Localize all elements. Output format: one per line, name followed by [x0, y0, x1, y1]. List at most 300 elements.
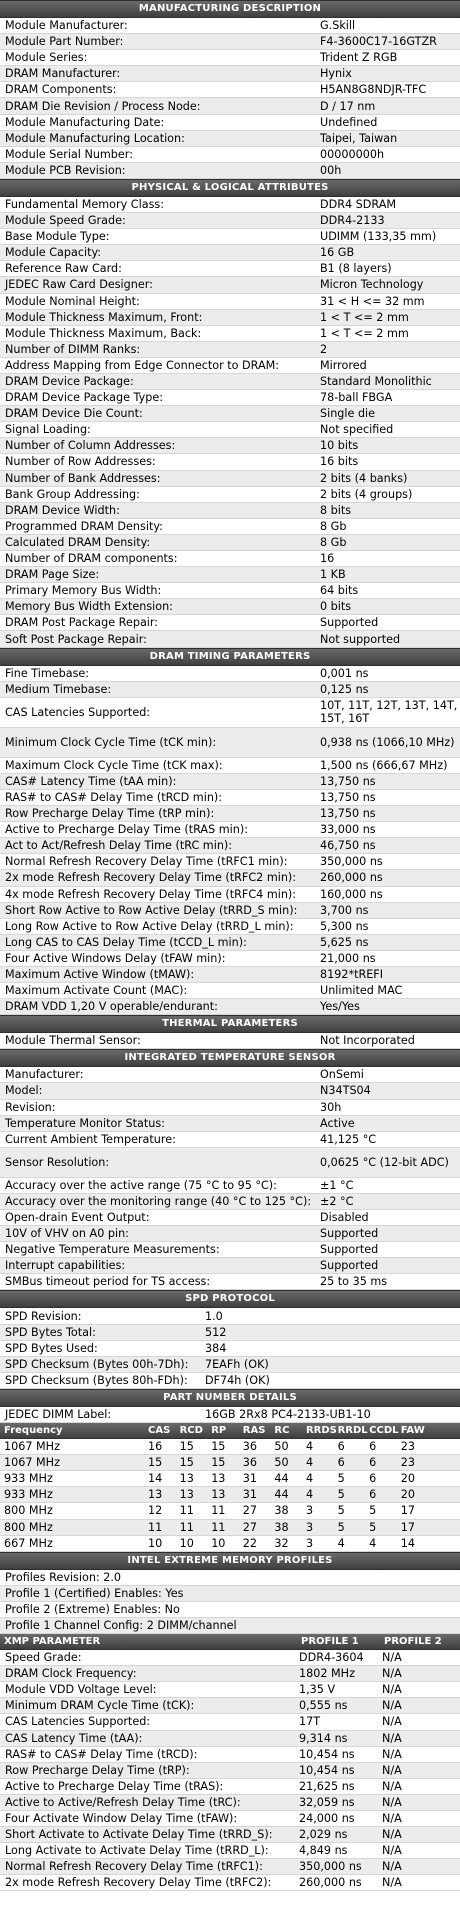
property-value: 350,000 ns	[320, 855, 383, 869]
table-cell: 12	[148, 1504, 163, 1518]
property-value: Supported	[320, 1259, 379, 1273]
property-row	[0, 229, 460, 245]
property-row	[0, 245, 460, 261]
column-header: CCDL	[369, 1425, 399, 1437]
column-header: RRDS	[305, 1425, 337, 1437]
table-cell: 27	[242, 1504, 258, 1518]
table-cell: 14	[400, 1536, 415, 1550]
xmp-row	[0, 1811, 460, 1827]
table-cell: 36	[242, 1456, 258, 1470]
xmp-parameter-label: Module VDD Voltage Level:	[5, 1683, 157, 1697]
table-cell: 5	[337, 1472, 345, 1486]
property-row	[0, 790, 460, 806]
property-label: DRAM Page Size:	[5, 568, 100, 582]
property-label: Four Active Windows Delay (tFAW min):	[5, 951, 226, 965]
property-row	[0, 1373, 460, 1389]
property-row	[0, 213, 460, 229]
column-header: RAS	[242, 1425, 266, 1437]
property-value: 0,001 ns	[320, 666, 369, 680]
table-cell: 11	[179, 1520, 194, 1534]
xmp-profile1-value: 32,059 ns	[299, 1795, 355, 1809]
property-value: 00h	[320, 163, 342, 177]
xmp-profile2-value: N/A	[382, 1699, 402, 1713]
property-value: 16	[320, 552, 335, 566]
property-label: Long CAS to CAS Delay Time (tCCD_L min):	[5, 935, 247, 949]
property-label: Temperature Monitor Status:	[5, 1116, 165, 1130]
property-value: Not specified	[320, 423, 394, 437]
table-cell: 6	[369, 1440, 377, 1454]
property-label: Revision:	[5, 1100, 56, 1114]
property-label: Accuracy over the monitoring range (40 °C to 125 °C):	[5, 1194, 312, 1208]
property-label: Soft Post Package Repair:	[5, 632, 147, 646]
property-label: DRAM Manufacturer:	[5, 67, 121, 81]
xmp-parameter-label: DRAM Clock Frequency:	[5, 1667, 137, 1681]
property-label: Fundamental Memory Class:	[5, 197, 164, 211]
xmp-row	[0, 1731, 460, 1747]
xmp-parameter-label: Active to Active/Refresh Delay Time (tRC):	[5, 1795, 241, 1809]
temp-sensor-section	[0, 1049, 460, 1290]
table-cell: 3	[305, 1536, 314, 1550]
property-value: 1 < T <= 2 mm	[320, 310, 409, 324]
property-value: 512	[205, 1325, 227, 1339]
table-cell: 44	[274, 1488, 289, 1502]
physical-logical-rows	[0, 197, 460, 648]
table-cell: 933 MHz	[4, 1472, 53, 1486]
property-label: RAS# to CAS# Delay Time (tRCD min):	[5, 790, 223, 804]
xmp-row	[0, 1859, 460, 1875]
property-row	[0, 310, 460, 326]
property-value: 384	[205, 1341, 227, 1355]
xmp-profile2-value: N/A	[382, 1715, 402, 1729]
property-value: 13,750 ns	[320, 790, 376, 804]
xmp-row	[0, 1795, 460, 1811]
property-row	[0, 115, 460, 131]
xmp-profile1-value: 17T	[299, 1715, 321, 1729]
table-cell: 32	[274, 1536, 289, 1550]
property-row	[0, 599, 460, 615]
table-cell: 38	[274, 1504, 289, 1518]
property-label: DRAM Post Package Repair:	[5, 616, 159, 630]
property-value: G.Skill	[320, 19, 356, 33]
property-value: 25 to 35 ms	[320, 1275, 388, 1289]
table-row	[0, 1471, 460, 1487]
property-value: D / 17 nm	[320, 99, 376, 113]
table-cell: 6	[369, 1456, 377, 1470]
property-label: Interrupt capabilities:	[5, 1259, 126, 1273]
property-value: 33,000 ns	[320, 823, 376, 837]
property-row	[0, 903, 460, 919]
property-row	[0, 34, 460, 50]
property-value: DDR4-2133	[320, 214, 385, 228]
property-row	[0, 1258, 460, 1274]
property-label: Module Thickness Maximum, Front:	[5, 310, 203, 324]
property-row	[0, 631, 460, 647]
xmp-row	[0, 1779, 460, 1795]
property-value: 16GB 2Rx8 PC4-2133-UB1-10	[205, 1407, 371, 1421]
property-label: Profile 1 (Certified) Enables: Yes	[5, 1586, 184, 1600]
table-cell: 6	[337, 1456, 345, 1470]
xmp-table-header	[0, 1634, 460, 1650]
property-label: 2x mode Refresh Recovery Delay Time (tRFC2 min):	[5, 871, 297, 885]
property-row	[0, 1148, 460, 1178]
xmp-profile2-value: N/A	[382, 1683, 402, 1697]
table-cell: 44	[274, 1472, 289, 1486]
xmp-profile1-value: 1,35 V	[299, 1683, 336, 1697]
property-row	[0, 1067, 460, 1083]
property-value: 7EAFh (OK)	[205, 1357, 269, 1371]
manufacturing-header: MANUFACTURING DESCRIPTION	[0, 0, 460, 18]
property-label: Number of DIMM Ranks:	[5, 342, 141, 356]
property-row	[0, 406, 460, 422]
frequency-table-header	[0, 1423, 460, 1439]
property-value: 8 Gb	[320, 535, 347, 549]
table-cell: 20	[400, 1472, 415, 1486]
timing-header: DRAM TIMING PARAMETERS	[0, 648, 460, 666]
table-row	[0, 1503, 460, 1519]
property-row	[0, 1178, 460, 1194]
property-row	[0, 854, 460, 870]
property-row	[0, 870, 460, 886]
property-row	[0, 1083, 460, 1099]
column-header: CAS	[148, 1425, 171, 1437]
table-cell: 11	[211, 1504, 226, 1518]
property-value: 2 bits (4 banks)	[320, 471, 408, 485]
property-row	[0, 615, 460, 631]
property-label: Reference Raw Card:	[5, 262, 122, 276]
property-label: Negative Temperature Measurements:	[5, 1243, 220, 1257]
table-cell: 23	[400, 1456, 415, 1470]
table-cell: 6	[337, 1440, 345, 1454]
property-value: OnSemi	[320, 1068, 364, 1082]
property-label: CAS Latencies Supported:	[5, 705, 151, 719]
property-row	[0, 454, 460, 470]
table-cell: 14	[148, 1472, 163, 1486]
property-row	[0, 503, 460, 519]
xmp-profile2-value: N/A	[382, 1763, 402, 1777]
property-row	[0, 326, 460, 342]
property-value: 0,938 ns (1066,10 MHz)	[320, 735, 455, 749]
table-cell: 15	[179, 1456, 194, 1470]
column-header: RP	[211, 1425, 227, 1437]
xmp-row	[0, 1843, 460, 1859]
property-value: Hynix	[320, 67, 352, 81]
property-row	[0, 1274, 460, 1290]
xmp-parameter-label: Row Precharge Delay Time (tRP):	[5, 1763, 190, 1777]
property-value: Supported	[320, 616, 379, 630]
property-value: ±2 °C	[320, 1194, 354, 1208]
xmp-profile1-value: 21,625 ns	[299, 1779, 355, 1793]
xmp-profile1-value: 24,000 ns	[299, 1812, 355, 1826]
property-row	[0, 935, 460, 951]
property-label: Long Row Active to Row Active Delay (tRRD_L min):	[5, 919, 294, 933]
property-label: JEDEC DIMM Label:	[5, 1407, 112, 1421]
property-label: Number of Bank Addresses:	[5, 471, 161, 485]
property-row	[0, 666, 460, 682]
property-row	[0, 1033, 460, 1049]
property-value: 10 bits	[320, 439, 359, 453]
property-row	[0, 822, 460, 838]
table-cell: 800 MHz	[4, 1520, 53, 1534]
property-label: Minimum Clock Cycle Time (tCK min):	[5, 735, 217, 749]
property-label: Module Manufacturing Location:	[5, 131, 185, 145]
xmp-row	[0, 1666, 460, 1682]
column-header: Frequency	[4, 1425, 63, 1437]
property-label: Module PCB Revision:	[5, 163, 126, 177]
table-cell: 1067 MHz	[4, 1440, 60, 1454]
property-row	[0, 342, 460, 358]
property-row	[0, 919, 460, 935]
xmp-profile1-value: 9,314 ns	[299, 1731, 348, 1745]
column-header: PROFILE 2	[384, 1636, 442, 1648]
part-number-header: PART NUMBER DETAILS	[0, 1389, 460, 1407]
xmp-row	[0, 1875, 460, 1891]
property-row	[0, 1602, 460, 1618]
property-row	[0, 806, 460, 822]
property-value: 5,625 ns	[320, 935, 369, 949]
property-label: Maximum Active Window (tMAW):	[5, 968, 195, 982]
xmp-parameter-label: CAS Latency Time (tAA):	[5, 1731, 143, 1745]
table-cell: 15	[148, 1456, 163, 1470]
xmp-profile2-value: N/A	[382, 1828, 402, 1842]
xmp-profile1-value: 0,555 ns	[299, 1699, 348, 1713]
property-row	[0, 1132, 460, 1148]
property-value: 8 Gb	[320, 519, 347, 533]
property-label: SPD Revision:	[5, 1309, 82, 1323]
property-row	[0, 277, 460, 293]
property-value: Not supported	[320, 632, 401, 646]
property-label: Programmed DRAM Density:	[5, 519, 163, 533]
property-value: Unlimited MAC	[320, 984, 403, 998]
property-row	[0, 197, 460, 213]
property-label: DRAM VDD 1,20 V operable/endurant:	[5, 1000, 218, 1014]
property-value: Trident Z RGB	[320, 51, 398, 65]
property-label: Sensor Resolution:	[5, 1155, 110, 1169]
table-cell: 5	[337, 1488, 345, 1502]
property-label: Module Capacity:	[5, 246, 102, 260]
xmp-profile2-value: N/A	[382, 1651, 402, 1665]
property-value: 0,0625 °C (12-bit ADC)	[320, 1155, 449, 1169]
property-label: Number of Row Addresses:	[5, 455, 156, 469]
table-cell: 4	[305, 1440, 314, 1454]
xmp-profile2-value: N/A	[382, 1779, 402, 1793]
property-row	[0, 131, 460, 147]
xmp-profile1-value: 10,454 ns	[299, 1747, 355, 1761]
property-row	[0, 66, 460, 82]
table-cell: 800 MHz	[4, 1504, 53, 1518]
property-row	[0, 698, 460, 728]
property-label: Accuracy over the active range (75 °C to 95 °C):	[5, 1178, 277, 1192]
table-cell: 10	[179, 1536, 194, 1550]
property-value: DF74h (OK)	[205, 1373, 270, 1387]
table-cell: 933 MHz	[4, 1488, 53, 1502]
table-cell: 17	[400, 1504, 415, 1518]
property-label: Maximum Activate Count (MAC):	[5, 984, 188, 998]
table-row	[0, 1455, 460, 1471]
property-value: Supported	[320, 1227, 379, 1241]
property-value: 1 < T <= 2 mm	[320, 326, 409, 340]
xmp-parameter-label: Speed Grade:	[5, 1651, 82, 1665]
xmp-profile1-value: 260,000 ns	[299, 1876, 362, 1890]
property-value: Micron Technology	[320, 278, 424, 292]
table-row	[0, 1439, 460, 1455]
xmp-profile1-value: 4,849 ns	[299, 1844, 348, 1858]
property-label: Module Series:	[5, 51, 88, 65]
property-value: 5,300 ns	[320, 919, 369, 933]
column-header: RRDL	[337, 1425, 368, 1437]
property-value: 16 GB	[320, 246, 355, 260]
temp-sensor-rows	[0, 1067, 460, 1290]
property-value: 1 KB	[320, 568, 346, 582]
xmp-profile2-value: N/A	[382, 1860, 402, 1874]
xmp-parameter-label: Short Activate to Activate Delay Time (tRRD_S):	[5, 1828, 273, 1842]
thermal-header: THERMAL PARAMETERS	[0, 1015, 460, 1033]
property-label: Manufacturer:	[5, 1068, 84, 1082]
spd-protocol-header: SPD PROTOCOL	[0, 1290, 460, 1308]
table-cell: 50	[274, 1440, 289, 1454]
property-row	[0, 1341, 460, 1357]
column-header: RC	[274, 1425, 290, 1437]
property-value: 64 bits	[320, 584, 359, 598]
table-cell: 4	[305, 1456, 314, 1470]
xmp-profile2-value: N/A	[382, 1747, 402, 1761]
property-label: Fine Timebase:	[5, 666, 90, 680]
xmp-profile2-value: N/A	[382, 1812, 402, 1826]
column-header: XMP PARAMETER	[4, 1636, 101, 1648]
table-cell: 20	[400, 1488, 415, 1502]
property-row	[0, 983, 460, 999]
column-header: FAW	[400, 1425, 425, 1437]
table-cell: 31	[242, 1488, 258, 1502]
property-label: Active to Precharge Delay Time (tRAS min):	[5, 823, 248, 837]
table-cell: 15	[179, 1440, 194, 1454]
property-row	[0, 98, 460, 114]
xmp-parameter-label: Active to Precharge Delay Time (tRAS):	[5, 1779, 224, 1793]
property-label: Address Mapping from Edge Connector to DRAM:	[5, 358, 280, 372]
table-row	[0, 1487, 460, 1503]
property-label: SMBus timeout period for TS access:	[5, 1275, 211, 1289]
property-label: Signal Loading:	[5, 423, 91, 437]
xmp-profile2-value: N/A	[382, 1667, 402, 1681]
property-label: 10V of VHV on A0 pin:	[5, 1227, 129, 1241]
property-value: 31 < H <= 32 mm	[320, 294, 425, 308]
xmp-profile1-value: 2,029 ns	[299, 1828, 348, 1842]
table-cell: 23	[400, 1440, 415, 1454]
property-label: Memory Bus Width Extension:	[5, 600, 173, 614]
property-value: Standard Monolithic	[320, 375, 432, 389]
property-value: B1 (8 layers)	[320, 262, 392, 276]
xmp-row	[0, 1714, 460, 1730]
xmp-parameter-label: Four Activate Window Delay Time (tFAW):	[5, 1812, 238, 1826]
xmp-profile1-value: 10,454 ns	[299, 1763, 355, 1777]
table-cell: 667 MHz	[4, 1536, 53, 1550]
property-row	[0, 728, 460, 758]
physical-logical-section	[0, 179, 460, 648]
property-row	[0, 1357, 460, 1373]
property-value: 78-ball FBGA	[320, 391, 393, 405]
property-label: Bank Group Addressing:	[5, 487, 140, 501]
property-row	[0, 374, 460, 390]
property-row	[0, 519, 460, 535]
property-row	[0, 583, 460, 599]
property-value: DDR4 SDRAM	[320, 197, 397, 211]
xmp-row	[0, 1650, 460, 1666]
table-cell: 5	[337, 1520, 345, 1534]
property-row	[0, 1570, 460, 1586]
property-row	[0, 487, 460, 503]
property-row	[0, 999, 460, 1015]
property-row	[0, 261, 460, 277]
property-value: 41,125 °C	[320, 1132, 377, 1146]
part-number-section	[0, 1389, 460, 1552]
property-label: Base Module Type:	[5, 230, 110, 244]
property-label: Module Thermal Sensor:	[5, 1034, 141, 1048]
property-value: Supported	[320, 1243, 379, 1257]
property-value: Taipei, Taiwan	[320, 131, 398, 145]
property-label: Module Speed Grade:	[5, 214, 126, 228]
property-value: 0,125 ns	[320, 682, 369, 696]
property-value: N34TS04	[320, 1084, 371, 1098]
table-cell: 4	[369, 1536, 377, 1550]
property-row	[0, 838, 460, 854]
table-cell: 22	[242, 1536, 258, 1550]
table-cell: 15	[211, 1456, 226, 1470]
property-row	[0, 1325, 460, 1341]
property-label: Module Thickness Maximum, Back:	[5, 326, 202, 340]
property-row	[0, 1100, 460, 1116]
xmp-row	[0, 1682, 460, 1698]
xmp-section	[0, 1634, 460, 1891]
property-row	[0, 147, 460, 163]
xmp-parameter-label: 2x mode Refresh Recovery Delay Time (tRFC2):	[5, 1876, 272, 1890]
table-cell: 11	[179, 1504, 194, 1518]
property-value: F4-3600C17-16GTZR	[320, 35, 437, 49]
property-label: DRAM Device Package:	[5, 375, 134, 389]
table-cell: 6	[369, 1472, 377, 1486]
table-row	[0, 1536, 460, 1552]
property-value: Single die	[320, 407, 376, 421]
property-value: H5AN8G8NDJR-TFC	[320, 83, 427, 97]
table-cell: 13	[211, 1472, 226, 1486]
manufacturing-section	[0, 0, 460, 179]
timing-section	[0, 648, 460, 1016]
property-value: 21,000 ns	[320, 951, 376, 965]
temp-sensor-header: INTEGRATED TEMPERATURE SENSOR	[0, 1049, 460, 1067]
property-row	[0, 163, 460, 179]
property-label: DRAM Device Package Type:	[5, 391, 164, 405]
property-value: Yes/Yes	[320, 1000, 360, 1014]
property-label: Short Row Active to Row Active Delay (tRRD_S min):	[5, 903, 298, 917]
table-cell: 10	[211, 1536, 226, 1550]
property-row	[0, 422, 460, 438]
column-header: RCD	[179, 1425, 203, 1437]
property-value: 160,000 ns	[320, 887, 383, 901]
property-label: Number of Column Addresses:	[5, 439, 176, 453]
xmp-row	[0, 1698, 460, 1714]
table-cell: 13	[148, 1488, 163, 1502]
table-cell: 36	[242, 1440, 258, 1454]
property-value: 2	[320, 342, 328, 356]
property-label: Module Nominal Height:	[5, 294, 140, 308]
property-label: Maximum Clock Cycle Time (tCK max):	[5, 758, 223, 772]
table-cell: 3	[305, 1520, 314, 1534]
property-value: 1.0	[205, 1309, 223, 1323]
property-label: 4x mode Refresh Recovery Delay Time (tRFC4 min):	[5, 887, 297, 901]
property-value: 46,750 ns	[320, 839, 376, 853]
xmp-parameter-label: CAS Latencies Supported:	[5, 1715, 151, 1729]
table-row	[0, 1520, 460, 1536]
frequency-table	[0, 1439, 460, 1552]
table-cell: 17	[400, 1520, 415, 1534]
